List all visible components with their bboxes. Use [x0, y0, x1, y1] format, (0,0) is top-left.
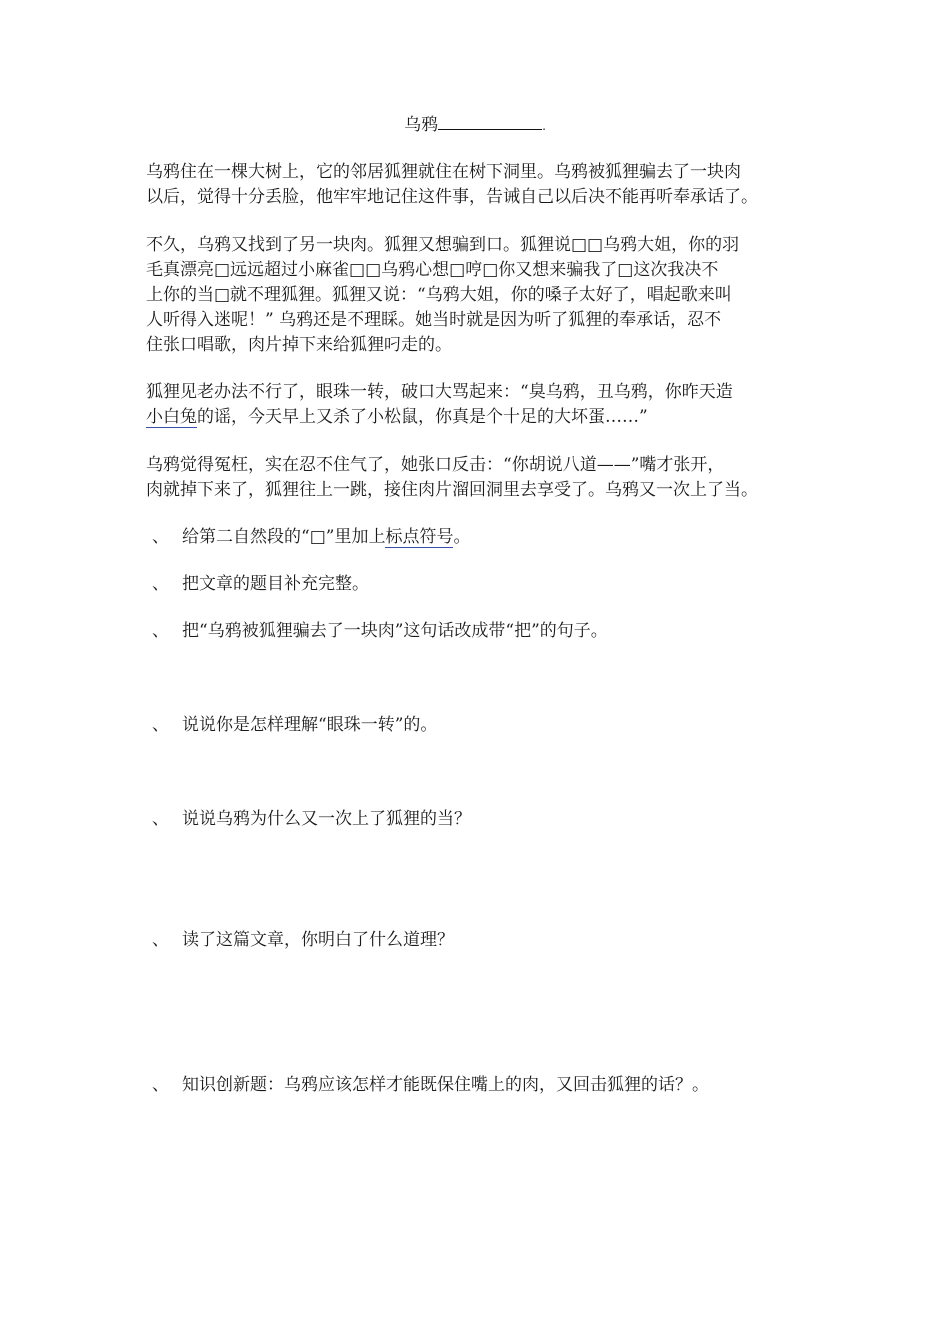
title-text: 乌鸦: [404, 115, 439, 135]
paragraph-3-line-rest: 的谣，今天早上又杀了小松鼠，你真是个十足的大坏蛋……”: [197, 407, 648, 427]
question-5: [152, 807, 471, 831]
question-mark: 、: [152, 527, 169, 547]
paragraph-4-line: 乌鸦觉得冤枉，实在忍不住气了，她张口反击：“你胡说八道——”嘴才张开，: [146, 455, 725, 475]
question-6-text: 读了这篇文章，你明白了什么道理？: [182, 930, 454, 950]
paragraph-2: [146, 233, 810, 358]
paragraph-3-line: [146, 405, 810, 430]
xiaobaitu-link[interactable]: 小白兔: [146, 407, 197, 427]
question-1: [152, 525, 470, 549]
paragraph-2-line: 人听得入迷呢！” 乌鸦还是不理睬。她当时就是因为听了狐狸的奉承话，忍不: [146, 310, 722, 330]
question-4: [152, 713, 437, 737]
paragraph-4-line: 肉就掉下来了，狐狸往上一跳，接住肉片溜回洞里去享受了。乌鸦又一次上了当。: [146, 480, 758, 500]
question-3-text: 把“乌鸦被狐狸骗去了一块肉”这句话改成带“把”的句子。: [182, 621, 608, 641]
paragraph-2-line: 毛真漂亮□远远超过小麻雀□□乌鸦心想□哼□你又想来骗我了□这次我决不: [146, 260, 719, 280]
question-mark: 、: [152, 1075, 169, 1095]
punctuation-link[interactable]: 标点符号: [385, 527, 454, 547]
paragraph-1-line: 乌鸦住在一棵大树上，它的邻居狐狸就住在树下洞里。乌鸦被狐狸骗去了一块肉: [146, 162, 741, 182]
question-mark: 、: [152, 715, 169, 735]
question-3: [152, 619, 608, 643]
question-5-text: 说说乌鸦为什么又一次上了狐狸的当？: [182, 809, 471, 829]
question-2-text: 把文章的题目补充完整。: [182, 574, 369, 594]
title-blank-line[interactable]: [438, 113, 542, 130]
question-mark: 、: [152, 621, 169, 641]
page-title: [0, 113, 950, 138]
question-mark: 、: [152, 930, 169, 950]
paragraph-1-line: 以后，觉得十分丢脸，他牢牢地记住这件事，告诫自己以后决不能再听奉承话了。: [146, 187, 758, 207]
question-1-tail: 。: [453, 527, 471, 547]
paragraph-1: [146, 160, 810, 210]
question-7-text: 知识创新题：乌鸦应该怎样才能既保住嘴上的肉，又回击狐狸的话？。: [182, 1075, 709, 1095]
question-2: [152, 572, 369, 596]
question-4-text: 说说你是怎样理解“眼珠一转”的。: [182, 715, 438, 735]
paragraph-3: [146, 380, 810, 430]
paragraph-3-line: 狐狸见老办法不行了，眼珠一转，破口大骂起来：“臭乌鸦，丑乌鸦，你昨天造: [146, 382, 733, 402]
question-mark: 、: [152, 809, 169, 829]
paragraph-2-line: 不久，乌鸦又找到了另一块肉。狐狸又想骗到口。狐狸说□□乌鸦大姐，你的羽: [146, 235, 740, 255]
paragraph-2-line: 上你的当□就不理狐狸。狐狸又说：“乌鸦大姐，你的嗓子太好了，唱起歌来叫: [146, 285, 732, 305]
question-mark: 、: [152, 574, 169, 594]
paragraph-4: [146, 453, 810, 503]
question-1-text: 给第二自然段的“□”里加上: [182, 527, 386, 547]
question-6: [152, 928, 454, 952]
title-tail: .: [542, 119, 546, 133]
question-7: [152, 1073, 709, 1097]
paragraph-2-line: 住张口唱歌，肉片掉下来给狐狸叼走的。: [146, 335, 452, 355]
